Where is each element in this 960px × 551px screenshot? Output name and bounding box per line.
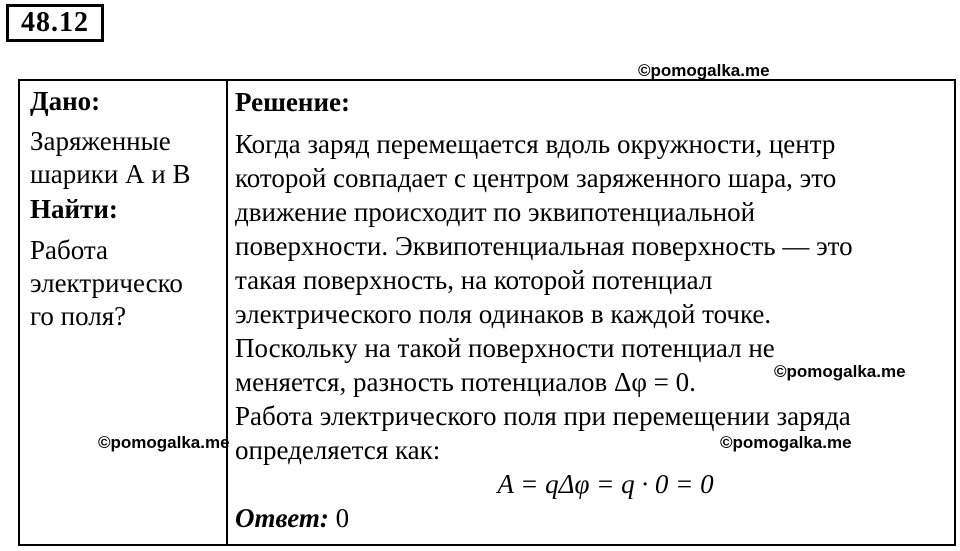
find-text [30,234,220,333]
find-line: электрическо [30,268,183,298]
solution-body [235,127,950,535]
given-column [30,81,220,333]
given-heading: Дано: [30,86,101,116]
solution-line: определяется как: [235,435,441,465]
solution-line: электрического поля одинаков в каждой точке. [235,299,772,329]
work-formula: A = qΔφ = q · 0 = 0 [497,469,714,499]
solution-line: Когда заряд перемещается вдоль окружности, центр [235,129,836,159]
solution-heading: Решение: [235,87,350,117]
given-line: шарики А и В [30,159,191,189]
problem-number: 48.12 [6,4,104,42]
solution-line: движение происходит по эквипотенциальной [235,197,756,227]
given-line: Заряженные [30,126,171,156]
column-divider [226,81,228,544]
solution-column [235,81,950,535]
watermark: ©pomogalka.me [774,362,906,381]
answer-line [235,501,950,535]
watermark: ©pomogalka.me [638,61,770,80]
solution-line: поверхности. Эквипотенциальная поверхность — это [235,231,853,261]
find-heading: Найти: [30,194,118,224]
solution-line: Поскольку на такой поверхности потенциал не [235,333,775,363]
solution-line: меняется, разность потенциалов Δφ = 0. [235,367,696,397]
solution-table [18,79,956,546]
answer-label: Ответ: [235,503,329,533]
watermark: ©pomogalka.me [98,433,230,452]
solution-line: которой совпадает с центром заряженного шара, это [235,163,837,193]
solution-line: такая поверхность, на которой потенциал [235,265,713,295]
solution-line: Работа электрического поля при перемещении заряда [235,401,851,431]
answer-value: 0 [328,503,350,533]
given-text [30,125,220,191]
find-line: Работа [30,235,108,265]
find-line: го поля? [30,301,127,331]
watermark: ©pomogalka.me [720,433,852,452]
